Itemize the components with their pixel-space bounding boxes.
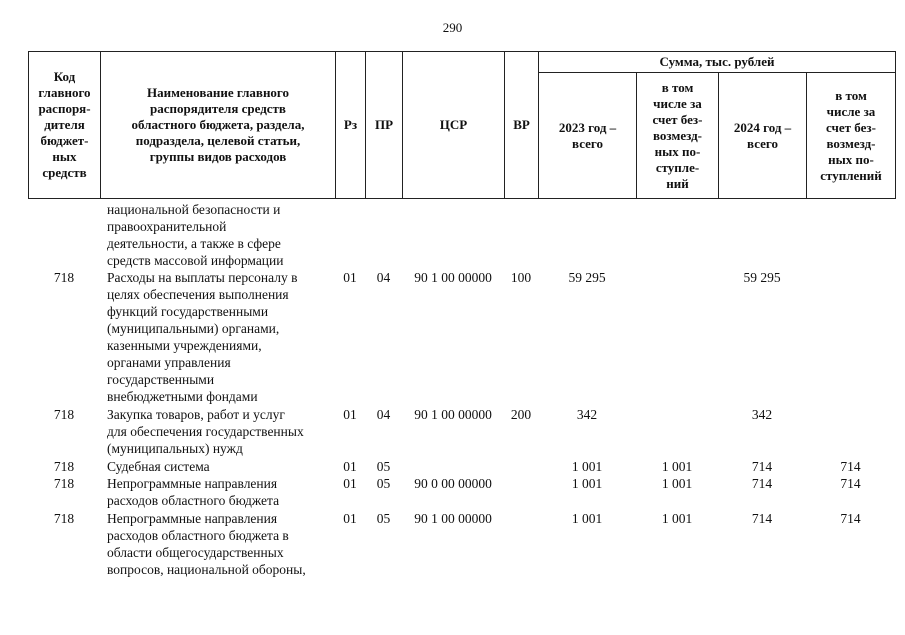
row-pr: 05 (376, 459, 391, 474)
row-sum-2023: 342 (576, 407, 598, 422)
header-pr: ПР (366, 52, 403, 199)
row-code: 718 (53, 407, 75, 422)
row-sum-2024: 342 (751, 407, 773, 422)
row-pr: 05 (376, 511, 391, 526)
row-pr: 04 (376, 270, 391, 285)
header-name: Наименование главного распорядителя средств областного бюджета, раздела, подраздела, целевой статьи, группы видов расходов (101, 52, 336, 199)
row-sum-2024: 59 295 (743, 270, 781, 285)
row-name: национальной безопасности и правоохранительной деятельности, а также в сфере средств массовой информации (107, 202, 284, 268)
page-number: 290 (442, 20, 463, 35)
header-vr: ВР (505, 52, 539, 199)
row-csr: 90 1 00 00000 (414, 407, 492, 422)
table-header (28, 51, 896, 199)
row-sum-2023: 1 001 (571, 476, 603, 491)
row-gratuitous-2023: 1 001 (661, 511, 693, 526)
row-gratuitous-2024: 714 (840, 511, 861, 526)
row-sum-2024: 714 (751, 459, 773, 474)
row-rz: 01 (343, 511, 357, 526)
row-code: 718 (53, 511, 75, 526)
row-code: 718 (53, 270, 75, 285)
row-vr: 100 (510, 270, 532, 285)
header-2024-gratuitous: в том числе за счет без- возмезд- ных по- ступлений (807, 73, 896, 199)
row-sum-2023: 1 001 (571, 459, 603, 474)
header-csr: ЦСР (403, 52, 505, 199)
row-rz: 01 (343, 407, 357, 422)
row-gratuitous-2023: 1 001 (661, 476, 693, 491)
header-sum-title: Сумма, тыс. рублей (539, 52, 896, 73)
row-csr: 90 1 00 00000 (414, 511, 492, 526)
row-name: Непрограммные направления расходов областного бюджета (107, 476, 280, 508)
row-rz: 01 (343, 270, 357, 285)
row-csr: 90 0 00 00000 (414, 476, 492, 491)
row-name: Расходы на выплаты персоналу в целях обеспечения выполнения функций государственными (муниципальными) органами, казенными учреждениями, органами управления государственными внебюджетными фондами (107, 270, 298, 404)
row-gratuitous-2023: 1 001 (661, 459, 693, 474)
row-vr: 200 (510, 407, 532, 422)
row-sum-2024: 714 (751, 476, 773, 491)
row-sum-2023: 59 295 (568, 270, 606, 285)
row-name: Непрограммные направления расходов областного бюджета в области общегосударственных вопросов, национальной обороны, (107, 511, 306, 577)
row-pr: 04 (376, 407, 391, 422)
header-code: Код главного распоря- дителя бюджет- ных средств (29, 52, 101, 199)
row-gratuitous-2024: 714 (840, 476, 861, 491)
row-sum-2024: 714 (751, 511, 773, 526)
row-csr: 90 1 00 00000 (414, 270, 492, 285)
header-2023-total: 2023 год – всего (539, 73, 637, 199)
header-2023-gratuitous: в том числе за счет без- возмезд- ных по- ступле- ний (637, 73, 719, 199)
header-2024-total: 2024 год – всего (719, 73, 807, 199)
row-pr: 05 (376, 476, 391, 491)
row-name: Судебная система (107, 459, 210, 474)
row-rz: 01 (343, 459, 357, 474)
row-gratuitous-2024: 714 (840, 459, 861, 474)
row-rz: 01 (343, 476, 357, 491)
row-code: 718 (53, 476, 75, 491)
row-name: Закупка товаров, работ и услуг для обеспечения государственных (муниципальных) нужд (107, 407, 304, 456)
row-code: 718 (53, 459, 75, 474)
row-sum-2023: 1 001 (571, 511, 603, 526)
header-rz: Рз (336, 52, 366, 199)
